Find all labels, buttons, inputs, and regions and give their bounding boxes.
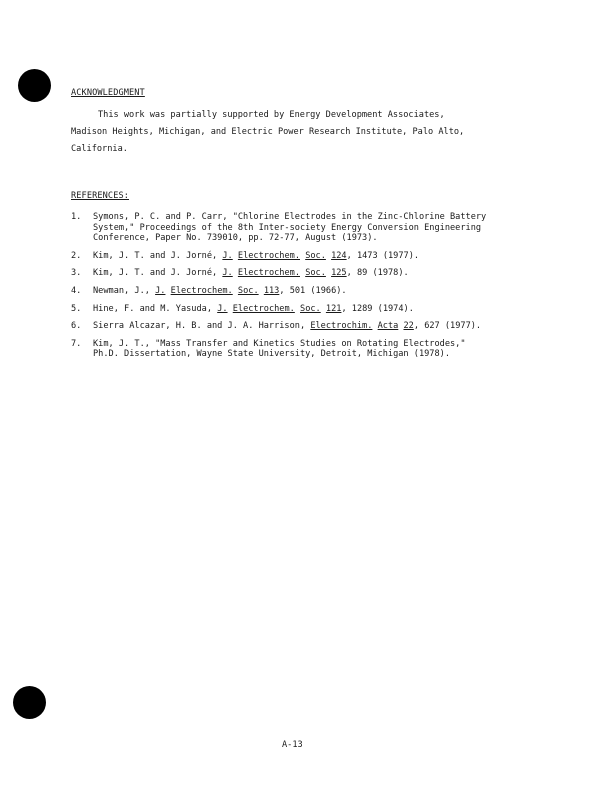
reference-item bbox=[71, 268, 531, 279]
reference-text bbox=[93, 251, 531, 262]
reference-line bbox=[93, 349, 531, 360]
underlined-citation-text: J. bbox=[222, 250, 233, 261]
citation-text: , 1289 (1974). bbox=[341, 303, 414, 314]
reference-text bbox=[93, 268, 531, 279]
reference-item bbox=[71, 304, 531, 315]
citation-text: Kim, J. T. and J. Jorné, bbox=[93, 268, 223, 279]
underlined-citation-text: Electrochem. bbox=[237, 250, 300, 261]
underlined-citation-text: Soc. bbox=[300, 303, 321, 314]
reference-line bbox=[93, 304, 531, 315]
underlined-citation-text: 125 bbox=[331, 268, 347, 279]
underlined-citation-text: 124 bbox=[331, 250, 347, 261]
underlined-citation-text: 121 bbox=[325, 303, 342, 314]
underlined-citation-text: Electrochem. bbox=[170, 285, 233, 296]
reference-number: 2. bbox=[71, 250, 82, 261]
reference-number: 4. bbox=[71, 285, 82, 296]
underlined-citation-text: Acta bbox=[377, 321, 399, 332]
citation-text: Ph.D. Dissertation, Wayne State University, Detroit, Michigan (1978). bbox=[93, 349, 450, 360]
reference-number: 3. bbox=[71, 268, 82, 279]
citation-text: , 1473 (1977). bbox=[346, 250, 420, 261]
page-number: A-13 bbox=[282, 740, 303, 750]
citation-text: , 501 (1966). bbox=[279, 285, 347, 296]
reference-line bbox=[93, 268, 531, 279]
punch-hole-top bbox=[18, 69, 51, 102]
underlined-citation-text: Electrochim. bbox=[310, 321, 373, 332]
underlined-citation-text: J. bbox=[155, 285, 166, 296]
underlined-citation-text: J. bbox=[217, 303, 228, 314]
citation-text: , 89 (1978). bbox=[346, 268, 409, 279]
citation-text: Kim, J. T., "Mass Transfer and Kinetics Studies on Rotating Electrodes," bbox=[93, 338, 466, 349]
reference-text bbox=[93, 212, 531, 244]
citation-text: Kim, J. T. and J. Jorné, bbox=[93, 250, 223, 261]
reference-text bbox=[93, 304, 531, 315]
reference-item bbox=[71, 251, 531, 262]
underlined-citation-text: Electrochem. bbox=[232, 303, 295, 314]
underlined-citation-text: Soc. bbox=[305, 250, 326, 261]
reference-text bbox=[93, 286, 531, 297]
reference-number: 1. bbox=[71, 212, 82, 222]
reference-number: 5. bbox=[71, 303, 82, 314]
underlined-citation-text: Electrochem. bbox=[237, 268, 300, 279]
reference-text bbox=[93, 321, 531, 332]
underlined-citation-text: Soc. bbox=[237, 285, 259, 296]
underlined-citation-text: J. bbox=[222, 268, 233, 279]
underlined-citation-text: 113 bbox=[263, 285, 280, 296]
acknowledgment-line: This work was partially supported by Energy Development Associates, bbox=[98, 110, 445, 120]
citation-text: Symons, P. C. and P. Carr, "Chlorine Electrodes in the Zinc-Chlorine Battery bbox=[93, 212, 487, 222]
punch-hole-bottom bbox=[13, 686, 46, 719]
reference-line bbox=[93, 339, 531, 350]
acknowledgment-heading: ACKNOWLEDGMENT bbox=[71, 88, 145, 98]
reference-item bbox=[71, 321, 531, 332]
reference-line bbox=[93, 223, 531, 234]
reference-item bbox=[71, 212, 531, 244]
citation-text: System," Proceedings of the 8th Inter-society Energy Conversion Engineering bbox=[93, 222, 482, 233]
reference-text bbox=[93, 339, 531, 360]
reference-line bbox=[93, 212, 531, 223]
reference-line bbox=[93, 286, 531, 297]
reference-line bbox=[93, 251, 531, 262]
reference-item bbox=[71, 339, 531, 360]
underlined-citation-text: Soc. bbox=[305, 268, 326, 279]
reference-line bbox=[93, 233, 531, 244]
citation-text: Conference, Paper No. 739010, pp. 72-77, August (1973). bbox=[93, 233, 378, 244]
references-list bbox=[71, 212, 531, 367]
citation-text: Sierra Alcazar, H. B. and J. A. Harrison, bbox=[93, 321, 311, 332]
underlined-citation-text: 22 bbox=[403, 321, 414, 332]
references-heading: REFERENCES: bbox=[71, 191, 130, 201]
reference-number: 6. bbox=[71, 321, 82, 332]
citation-text: Newman, J., bbox=[93, 285, 156, 296]
reference-line bbox=[93, 321, 531, 332]
acknowledgment-line: Madison Heights, Michigan, and Electric Power Research Institute, Palo Alto, bbox=[71, 127, 465, 137]
reference-number: 7. bbox=[71, 338, 82, 349]
citation-text: Hine, F. and M. Yasuda, bbox=[93, 303, 218, 314]
reference-item bbox=[71, 286, 531, 297]
acknowledgment-line: California. bbox=[71, 144, 128, 154]
citation-text: , 627 (1977). bbox=[413, 321, 482, 332]
